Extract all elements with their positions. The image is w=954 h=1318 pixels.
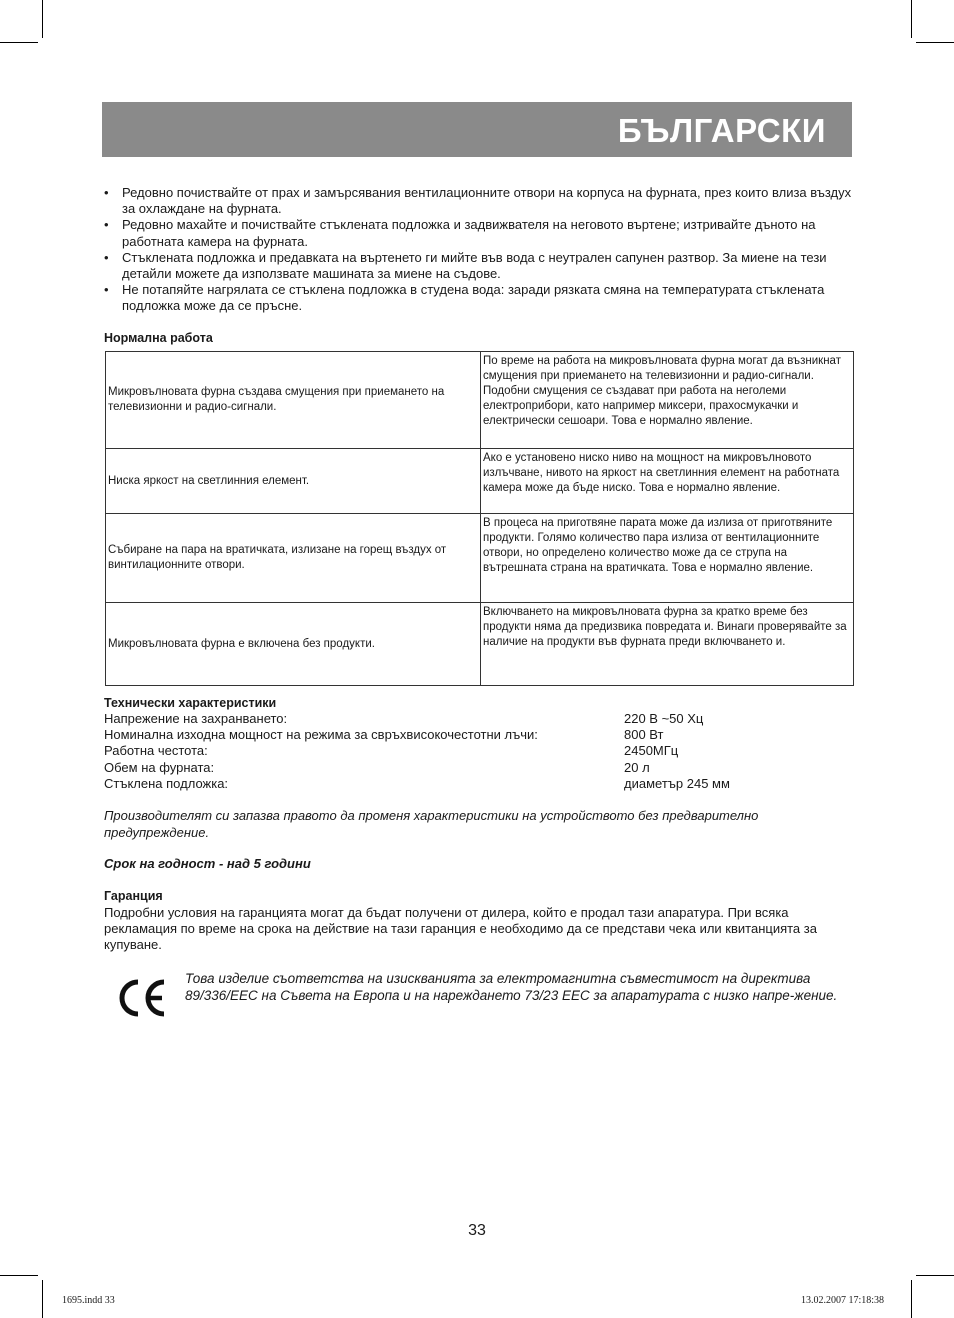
spec-label: Работна честота: bbox=[104, 743, 208, 759]
spec-row bbox=[104, 727, 804, 743]
crop-mark bbox=[911, 0, 912, 38]
table-row bbox=[106, 449, 854, 514]
maintenance-bullet-list bbox=[104, 185, 854, 315]
spec-row bbox=[104, 760, 804, 776]
crop-mark bbox=[916, 1275, 954, 1276]
crop-mark bbox=[911, 1280, 912, 1318]
crop-mark bbox=[42, 0, 43, 38]
specs-heading: Технически характеристики bbox=[104, 696, 277, 710]
spec-label: Напрежение на захранването: bbox=[104, 711, 288, 726]
symptom-cell: Ниска яркост на светлинния елемент. bbox=[106, 449, 481, 514]
spec-value: 20 л bbox=[624, 759, 650, 775]
spec-row bbox=[104, 743, 804, 759]
spec-value: 220 В ~50 Хц bbox=[624, 711, 704, 726]
crop-mark bbox=[42, 1280, 43, 1318]
table-row bbox=[106, 514, 854, 603]
spec-value: 2450МГц bbox=[624, 743, 679, 759]
normal-operation-heading: Нормална работа bbox=[104, 331, 213, 345]
explanation-cell: По време на работа на микровълновата фурна могат да възникнат смущения при приемането на телевизионни и радио-сигнали. Подобни смущения се създават при работа на неголеми електроприбори, като например миксери, прахосмукачки и електрически сешоари. Това е нормално явление. bbox=[481, 352, 854, 449]
list-item: • Редовно махайте и почиствайте стъклената подложка и задвижвателя на неговото въртене; изтривайте дъното на работната камера на фурната. bbox=[104, 217, 816, 249]
bullet-icon: • bbox=[104, 185, 109, 200]
footer-file-info: 1695.indd 33 bbox=[62, 1295, 115, 1306]
normal-operation-table bbox=[105, 351, 854, 686]
spec-row bbox=[104, 711, 804, 727]
manufacturer-note: Производителят си запазва правото да променя характеристики на устройството без предварително предупреждение. bbox=[104, 808, 759, 840]
symptom-cell: Събиране на пара на вратичката, излизане на горещ въздух от винтилационните отвори. bbox=[106, 514, 481, 603]
spec-label: Обем на фурната: bbox=[104, 759, 215, 775]
spec-value: диаметър 245 мм bbox=[624, 775, 730, 791]
crop-mark bbox=[916, 42, 954, 43]
warranty-text: Подробни условия на гаранцията могат да бъдат получени от дилера, който е продал тази апаратура. При всяка рекламация по време на срока на действие на тази гаранция е необходимо да се представи чека или квитанцията за купуване. bbox=[104, 905, 817, 953]
ce-mark-icon bbox=[118, 978, 170, 1018]
page-number: 33 bbox=[468, 1222, 486, 1239]
page-title: БЪЛГАРСКИ bbox=[617, 112, 826, 149]
symptom-cell: Микровълновата фурна създава смущения при приемането на телевизионни и радио-сигнали. bbox=[106, 352, 481, 449]
explanation-cell: Ако е установено ниско ниво на мощност на микровълновото излъчване, нивото на яркост на светлинния елемент на работната камера може да бъде ниско. Това е нормално явление. bbox=[481, 449, 854, 514]
list-item: • Стъклената подложка и предавката на въртенето ги мийте във вода с неутрален сапунен разтвор. За миене на тези детайли можете да използвате машината за миене на съдове. bbox=[104, 249, 827, 282]
spec-label: Стъклена подложка: bbox=[104, 775, 229, 791]
footer-timestamp: 13.02.2007 17:18:38 bbox=[800, 1295, 884, 1306]
explanation-cell: Включването на микровълновата фурна за кратко време без продукти няма да предизвика повредата и. Винаги проверявайте за наличие на продукти във фурната преди включването и. bbox=[481, 603, 854, 686]
list-item: • Редовно почиствайте от прах и замърсявания вентилационните отвори на корпуса на фурната, през които влиза въздух за охлаждане на фурната. bbox=[104, 185, 852, 217]
crop-mark bbox=[0, 1275, 38, 1276]
spec-label: Номинална изходна мощност на режима за свръхвисокочестотни лъчи: bbox=[104, 727, 538, 743]
symptom-cell: Микровълновата фурна е включена без продукти. bbox=[106, 603, 481, 686]
list-item: • Не потапяйте нагрялата се стъклена подложка в студена вода: заради рязката смяна на температурата стъклената подложка може да се пръсне. bbox=[104, 282, 825, 314]
bullet-icon: • bbox=[104, 282, 109, 298]
specs-list bbox=[104, 711, 804, 792]
crop-mark bbox=[0, 42, 38, 43]
ce-compliance-text: Това изделие съответства на изискванията за електромагнитна съвместимост на директива 89/336/EEC на Съвета на Европа и на нареждането 73/23 EEC за апаратурата с низко напре-жение. bbox=[185, 971, 838, 1003]
table-row bbox=[106, 352, 854, 449]
language-header bbox=[102, 102, 852, 157]
bullet-icon: • bbox=[104, 249, 109, 265]
shelf-life: Срок на годност - над 5 години bbox=[104, 856, 311, 871]
explanation-cell: В процеса на приготвяне парата може да излиза от приготвяните продукти. Голямо количество пара излиза от вентилационните отвори, но определено количество може да се струпа на вътрешната страна на вратичката. Това е нормално явление. bbox=[481, 514, 854, 603]
table-row bbox=[106, 603, 854, 686]
spec-value: 800 Вт bbox=[624, 727, 664, 743]
bullet-icon: • bbox=[104, 217, 109, 233]
warranty-heading: Гаранция bbox=[104, 889, 163, 903]
spec-row bbox=[104, 776, 804, 792]
